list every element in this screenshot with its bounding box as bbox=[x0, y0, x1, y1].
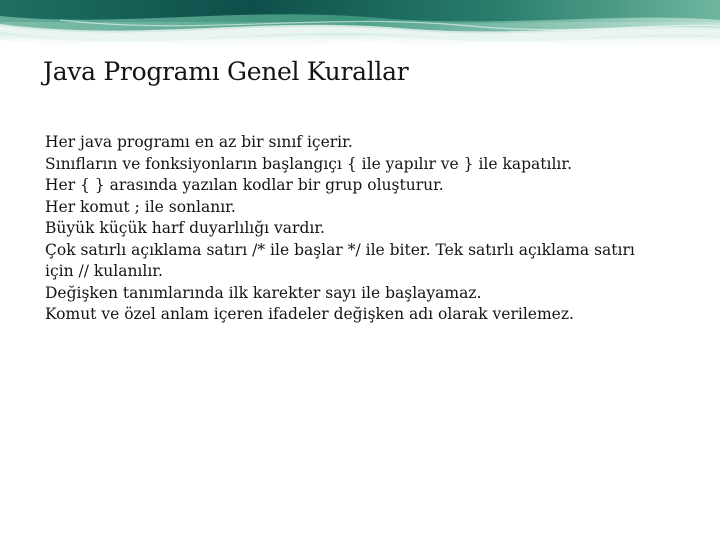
header-wave-decoration bbox=[0, 0, 720, 60]
list-item: Değişken tanımlarında ilk karekter sayı ile başlayamaz. bbox=[45, 283, 482, 302]
list-item: Büyük küçük harf duyarlılığı vardır. bbox=[45, 219, 325, 237]
list-item: Her java programı en az bir sınıf içerir. bbox=[45, 133, 353, 151]
list-item: Her { } arasında yazılan kodlar bir grup oluşturur. bbox=[45, 176, 444, 194]
list-item: Komut ve özel anlam içeren ifadeler değişken adı olarak verilemez. bbox=[45, 305, 574, 323]
list-item: Sınıfların ve fonksiyonların başlangıçı { ile yapılır ve } ile kapatılır. bbox=[45, 154, 572, 173]
bullet-list bbox=[45, 132, 665, 326]
list-item: Her komut ; ile sonlanır. bbox=[45, 197, 236, 216]
list-item: Çok satırlı açıklama satırı /* ile başlar */ ile biter. Tek satırlı açıklama satırı için // kulanılır. bbox=[45, 240, 635, 280]
slide-title: Java Programı Genel Kurallar bbox=[43, 57, 409, 86]
